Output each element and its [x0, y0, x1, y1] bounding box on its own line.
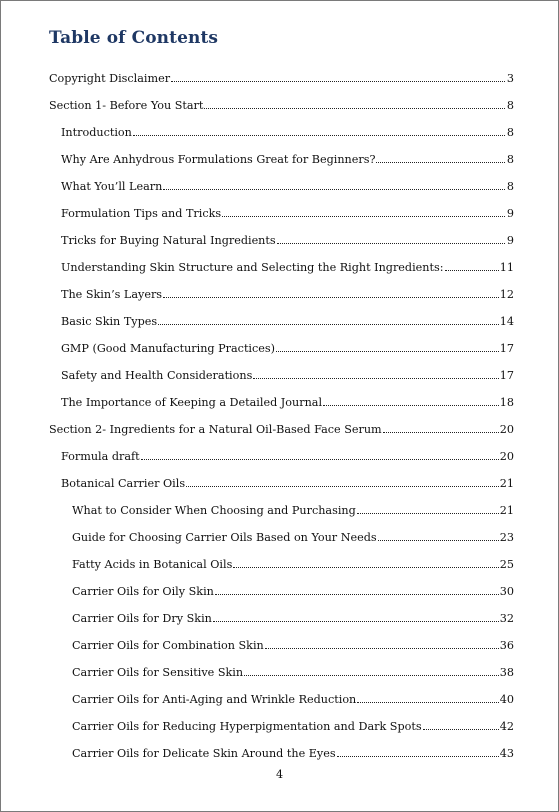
toc-dot-leader: [186, 486, 499, 487]
toc-entry-page: 3: [506, 72, 514, 85]
toc-dot-leader: [253, 378, 498, 379]
toc-dot-leader: [445, 270, 499, 271]
toc-entry-page: 30: [499, 585, 514, 598]
toc-entry[interactable]: [72, 741, 514, 761]
toc-entry[interactable]: [61, 255, 514, 275]
toc-entry-title: Introduction: [61, 126, 132, 139]
toc-entry[interactable]: [61, 336, 514, 356]
toc-entry-page: 20: [499, 450, 514, 463]
toc-entry-page: 9: [506, 234, 514, 247]
toc-entry[interactable]: [61, 201, 514, 221]
toc-entry[interactable]: [72, 633, 514, 653]
toc-dot-leader: [265, 648, 499, 649]
toc-entry-title: Formulation Tips and Tricks: [61, 207, 222, 220]
page-number: 4: [275, 768, 284, 781]
toc-dot-leader: [158, 324, 499, 325]
toc-entry[interactable]: [61, 471, 514, 491]
toc-dot-leader: [204, 108, 505, 109]
toc-entry[interactable]: [72, 660, 514, 680]
toc-entry-page: 42: [499, 720, 514, 733]
toc-entry-title: Botanical Carrier Oils: [61, 477, 186, 490]
toc-entry-title: What You’ll Learn: [61, 180, 163, 193]
toc-dot-leader: [233, 567, 498, 568]
toc-entry-page: 23: [499, 531, 514, 544]
toc-entry-page: 9: [506, 207, 514, 220]
toc-entry-title: Carrier Oils for Delicate Skin Around the Eyes: [72, 747, 336, 760]
toc-entry[interactable]: [61, 390, 514, 410]
toc-entry-title: Section 1- Before You Start: [49, 99, 204, 112]
toc-dot-leader: [133, 135, 505, 136]
toc-entry-page: 21: [499, 504, 514, 517]
toc-dot-leader: [222, 216, 505, 217]
toc-entry-page: 14: [499, 315, 514, 328]
toc-entry-title: Copyright Disclaimer: [49, 72, 171, 85]
toc-dot-leader: [423, 729, 499, 730]
toc-dot-leader: [376, 162, 505, 163]
toc-entry[interactable]: [49, 417, 514, 437]
toc-entry-page: 18: [499, 396, 514, 409]
toc-entry-page: 8: [506, 153, 514, 166]
toc-entry[interactable]: [72, 552, 514, 572]
toc-entry-title: Why Are Anhydrous Formulations Great for Beginners?: [61, 153, 376, 166]
toc-entry-title: Safety and Health Considerations: [61, 369, 253, 382]
toc-dot-leader: [171, 81, 505, 82]
toc-entry-title: The Skin’s Layers: [61, 288, 163, 301]
toc-entry[interactable]: [72, 579, 514, 599]
toc-entry-page: 38: [499, 666, 514, 679]
toc-entry[interactable]: [72, 498, 514, 518]
toc-entry-page: 36: [499, 639, 514, 652]
toc-dot-leader: [163, 297, 499, 298]
toc-entry[interactable]: [61, 444, 514, 464]
toc-entry-title: Carrier Oils for Oily Skin: [72, 585, 214, 598]
toc-entry-title: What to Consider When Choosing and Purchasing: [72, 504, 356, 517]
toc-entry[interactable]: [61, 120, 514, 140]
toc-dot-leader: [337, 756, 499, 757]
toc-entry-page: 20: [499, 423, 514, 436]
toc-dot-leader: [244, 675, 499, 676]
toc-entry-page: 17: [499, 342, 514, 355]
toc-entry-title: Fatty Acids in Botanical Oils: [72, 558, 233, 571]
toc-entry-title: The Importance of Keeping a Detailed Journal: [61, 396, 323, 409]
toc-entry[interactable]: [72, 714, 514, 734]
toc-entry[interactable]: [61, 228, 514, 248]
toc-entry-page: 21: [499, 477, 514, 490]
toc-dot-leader: [141, 459, 499, 460]
toc-dot-leader: [357, 513, 499, 514]
toc-entry-page: 40: [499, 693, 514, 706]
toc-entry[interactable]: [61, 282, 514, 302]
toc-entry-title: Understanding Skin Structure and Selecting the Right Ingredients:: [61, 261, 444, 274]
toc-entry[interactable]: [61, 174, 514, 194]
toc-entry-title: Carrier Oils for Reducing Hyperpigmentation and Dark Spots: [72, 720, 422, 733]
toc-entry[interactable]: [61, 147, 514, 167]
toc-entry-title: Guide for Choosing Carrier Oils Based on Your Needs: [72, 531, 377, 544]
toc-entry-title: Carrier Oils for Anti-Aging and Wrinkle Reduction: [72, 693, 357, 706]
toc-entry-title: Section 2- Ingredients for a Natural Oil-Based Face Serum: [49, 423, 382, 436]
toc-dot-leader: [277, 243, 505, 244]
toc-entry-title: Carrier Oils for Combination Skin: [72, 639, 264, 652]
toc-dot-leader: [213, 621, 499, 622]
toc-entry[interactable]: [61, 363, 514, 383]
toc-dot-leader: [383, 432, 499, 433]
toc-entry[interactable]: [61, 309, 514, 329]
toc-entry-title: Carrier Oils for Dry Skin: [72, 612, 212, 625]
toc-entry-title: Formula draft: [61, 450, 140, 463]
toc-entry-title: Basic Skin Types: [61, 315, 158, 328]
toc-entry-title: Carrier Oils for Sensitive Skin: [72, 666, 244, 679]
toc-entry[interactable]: [72, 687, 514, 707]
toc-entry[interactable]: [49, 66, 514, 86]
toc-entry-page: 8: [506, 99, 514, 112]
toc-entry-page: 11: [499, 261, 514, 274]
toc-dot-leader: [215, 594, 499, 595]
toc-dot-leader: [378, 540, 499, 541]
toc-dot-leader: [323, 405, 499, 406]
toc-entry-title: GMP (Good Manufacturing Practices): [61, 342, 276, 355]
toc-entry-title: Tricks for Buying Natural Ingredients: [61, 234, 276, 247]
toc-entry[interactable]: [72, 525, 514, 545]
toc-entry[interactable]: [72, 606, 514, 626]
toc-entry-page: 8: [506, 126, 514, 139]
toc-entry-page: 25: [499, 558, 514, 571]
toc-dot-leader: [276, 351, 499, 352]
toc-dot-leader: [357, 702, 498, 703]
toc-entry-page: 32: [499, 612, 514, 625]
page-title: Table of Contents: [49, 28, 219, 48]
toc-entry-page: 43: [499, 747, 514, 760]
toc-entry-page: 17: [499, 369, 514, 382]
toc-entry-page: 8: [506, 180, 514, 193]
toc-entry[interactable]: [49, 93, 514, 113]
toc-entry-page: 12: [499, 288, 514, 301]
toc-dot-leader: [163, 189, 505, 190]
